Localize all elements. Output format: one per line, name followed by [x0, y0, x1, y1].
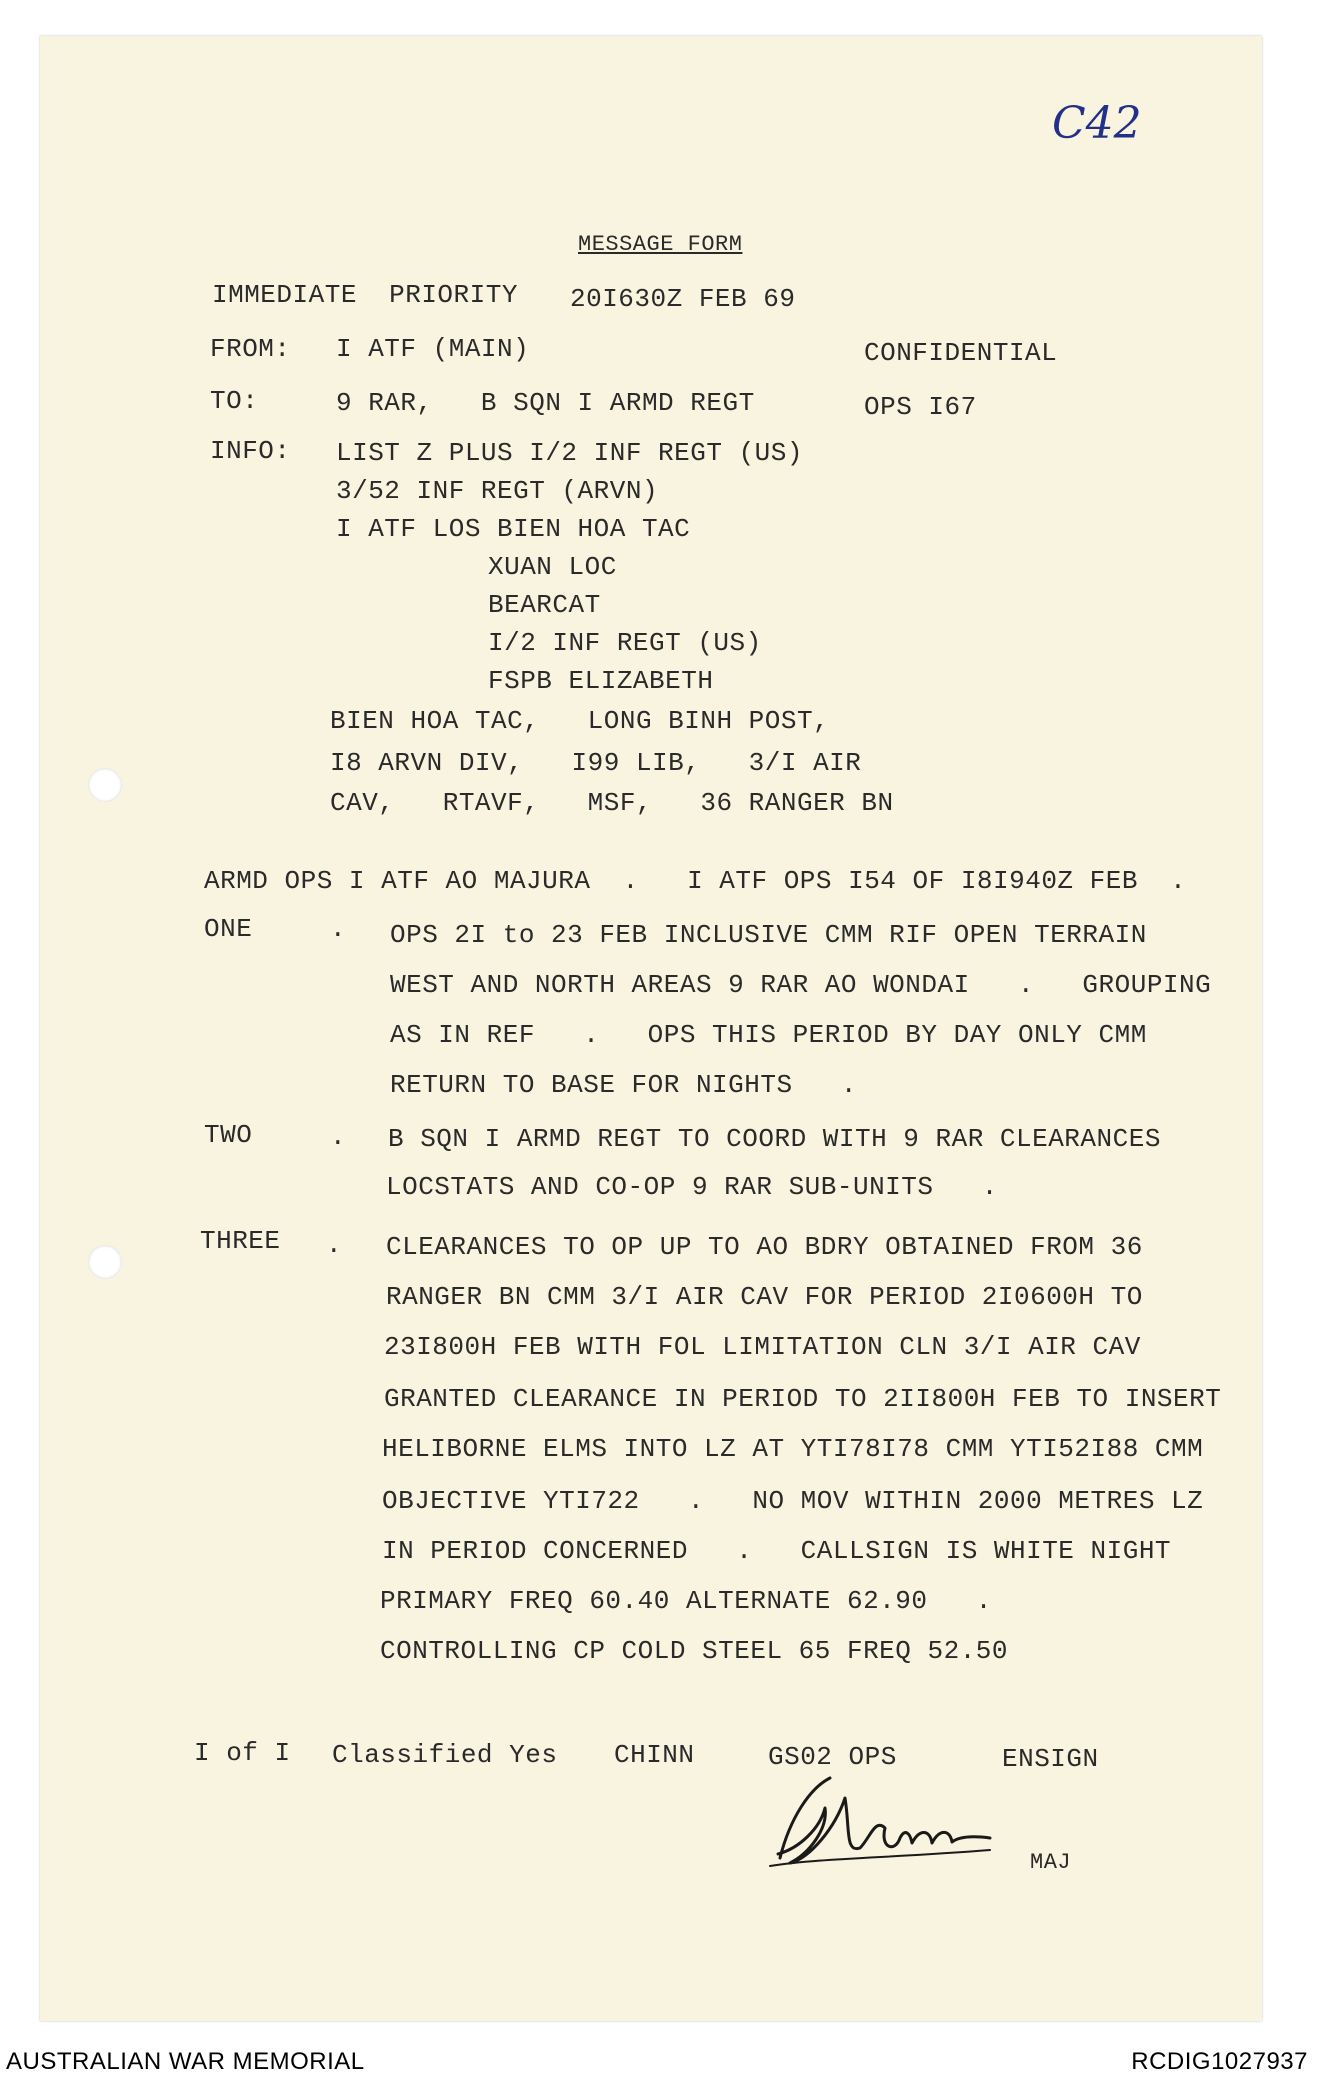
to-value: 9 RAR, B SQN I ARMD REGT [336, 388, 755, 418]
rank-block: ENSIGN [1002, 1744, 1099, 1774]
paragraph-dot: . [330, 1122, 347, 1152]
form-title: MESSAGE FORM [578, 232, 743, 257]
paragraph-line: B SQN I ARMD REGT TO COORD WITH 9 RAR CLEARANCES [388, 1124, 1161, 1154]
paragraph-line: LOCSTATS AND CO-OP 9 RAR SUB-UNITS . [386, 1172, 998, 1202]
precedence: IMMEDIATE PRIORITY [212, 280, 518, 310]
paragraph-line: WEST AND NORTH AREAS 9 RAR AO WONDAI . GROUPING [390, 970, 1212, 1000]
info-line: FSPB ELIZABETH [488, 666, 714, 696]
page-count: I of I [194, 1738, 291, 1768]
info-line: CAV, RTAVF, MSF, 36 RANGER BN [330, 788, 894, 818]
info-line: I8 ARVN DIV, I99 LIB, 3/I AIR [330, 748, 862, 778]
archive-id: RCDIG1027937 [1131, 2048, 1308, 2075]
paragraph-line: OPS 2I to 23 FEB INCLUSIVE CMM RIF OPEN TERRAIN [390, 920, 1147, 950]
info-label: INFO: [210, 436, 291, 466]
originator-name: CHINN [614, 1740, 695, 1770]
paragraph-line: CONTROLLING CP COLD STEEL 65 FREQ 52.50 [380, 1636, 1008, 1666]
paragraph-line: PRIMARY FREQ 60.40 ALTERNATE 62.90 . [380, 1586, 992, 1616]
to-label: TO: [210, 386, 259, 416]
paragraph-line: 23I800H FEB WITH FOL LIMITATION CLN 3/I AIR CAV [384, 1332, 1141, 1362]
handwritten-reference: C42 [1052, 98, 1142, 149]
classification: CONFIDENTIAL [864, 338, 1058, 368]
paragraph-line: GRANTED CLEARANCE IN PERIOD TO 2II800H FEB TO INSERT [384, 1384, 1222, 1414]
signature [750, 1758, 1020, 1878]
paragraph-label-two: TWO [204, 1120, 253, 1150]
date-time-group: 20I630Z FEB 69 [570, 284, 796, 314]
punch-hole-bottom [88, 1245, 122, 1279]
paragraph-dot: . [326, 1230, 343, 1260]
paragraph-label-one: ONE [204, 914, 253, 944]
subject-line: ARMD OPS I ATF AO MAJURA . I ATF OPS I54 OF I8I940Z FEB . [204, 866, 1187, 896]
info-line: XUAN LOC [488, 552, 617, 582]
from-label: FROM: [210, 334, 291, 364]
paragraph-line: HELIBORNE ELMS INTO LZ AT YTI78I78 CMM YTI52I88 CMM [382, 1434, 1204, 1464]
paragraph-line: OBJECTIVE YTI722 . NO MOV WITHIN 2000 METRES LZ [382, 1486, 1204, 1516]
paragraph-line: AS IN REF . OPS THIS PERIOD BY DAY ONLY CMM [390, 1020, 1147, 1050]
paragraph-line: IN PERIOD CONCERNED . CALLSIGN IS WHITE NIGHT [382, 1536, 1172, 1566]
paragraph-line: RANGER BN CMM 3/I AIR CAV FOR PERIOD 2I0600H TO [386, 1282, 1143, 1312]
classified-status: Classified Yes [332, 1740, 558, 1770]
paragraph-label-three: THREE [200, 1226, 281, 1256]
signatory-rank: MAJ [1030, 1850, 1072, 1875]
info-line: 3/52 INF REGT (ARVN) [336, 476, 659, 506]
paragraph-line: RETURN TO BASE FOR NIGHTS . [390, 1070, 857, 1100]
punch-hole-top [88, 768, 122, 802]
ops-reference: OPS I67 [864, 392, 977, 422]
info-line: BIEN HOA TAC, LONG BINH POST, [330, 706, 830, 736]
info-line: I/2 INF REGT (US) [488, 628, 762, 658]
info-line: BEARCAT [488, 590, 601, 620]
info-line: LIST Z PLUS I/2 INF REGT (US) [336, 438, 803, 468]
originator-appointment: GS02 OPS [768, 1742, 897, 1772]
from-value: I ATF (MAIN) [336, 334, 530, 364]
info-line: I ATF LOS BIEN HOA TAC [336, 514, 691, 544]
paragraph-line: CLEARANCES TO OP UP TO AO BDRY OBTAINED FROM 36 [386, 1232, 1143, 1262]
archive-credit: AUSTRALIAN WAR MEMORIAL [6, 2048, 365, 2075]
paragraph-dot: . [330, 914, 347, 944]
